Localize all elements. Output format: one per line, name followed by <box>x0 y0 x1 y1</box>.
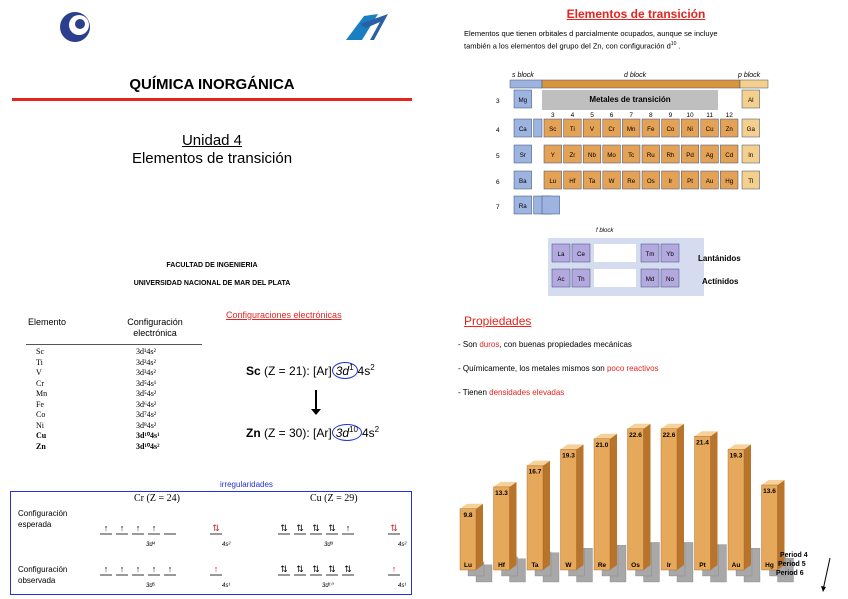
table-row <box>36 379 176 390</box>
unit-subtitle: Elementos de transición <box>131 150 293 167</box>
spin-arrow-icon: ⇅ <box>280 564 288 574</box>
period-4-label: Period 4 <box>780 552 808 559</box>
orbital-diagrams <box>90 510 420 596</box>
spin-arrow-icon: ↑ <box>151 523 157 533</box>
group-number: 4 <box>570 112 575 119</box>
bar <box>661 429 677 570</box>
p-block-symbol: In <box>748 152 754 159</box>
table-row <box>36 431 176 442</box>
d-block-symbol: Ti <box>569 126 575 133</box>
bar-side <box>577 444 584 570</box>
data-label: 19.3 <box>729 452 743 460</box>
element-symbol: V <box>36 368 42 377</box>
electron-config: 3d¹⁰4s² <box>136 441 160 451</box>
slide-electron-configurations <box>0 300 424 599</box>
faculty-name: FACULTAD DE INGENIERIA <box>166 262 258 269</box>
category-label: Ta <box>531 562 539 569</box>
spin-arrow-icon: ⇅ <box>212 523 220 533</box>
s-block-cell <box>534 119 542 137</box>
spin-arrow-icon: ↑ <box>103 523 109 533</box>
period-axis-icon <box>820 556 832 594</box>
table-row <box>36 421 176 432</box>
d-block-symbol: Ir <box>668 178 673 185</box>
electron-config: 3d⁷4s² <box>136 410 157 419</box>
spin-arrow-icon: ⇅ <box>328 564 336 574</box>
s-block-symbol: Sr <box>519 152 526 159</box>
data-label: 21.0 <box>595 441 609 449</box>
bar-side <box>744 444 751 570</box>
electron-config: 3d³4s² <box>136 368 156 377</box>
element-column-header: Elemento <box>28 317 67 327</box>
table-row <box>36 368 176 379</box>
d-block-symbol: Fe <box>647 126 655 133</box>
element-symbol: Co <box>36 410 46 419</box>
d-block-symbol: Os <box>646 178 655 185</box>
spin-arrow-icon: ↑ <box>119 564 125 574</box>
d-block-symbol: Mo <box>607 152 616 159</box>
element-symbol: Sc <box>36 347 44 356</box>
bullet-density: - Tienen densidades elevadas <box>458 388 565 397</box>
period-5-label: Period 5 <box>778 561 806 568</box>
f-block-gap <box>594 244 636 262</box>
config-table <box>36 347 176 452</box>
bar <box>561 449 577 570</box>
d-block-symbol: Mn <box>626 126 636 133</box>
data-label: 19.3 <box>562 452 575 460</box>
d-block-symbol: Rh <box>666 152 675 159</box>
category-label: Re <box>597 562 607 569</box>
spin-arrow-icon: ↑ <box>345 523 351 533</box>
slide-title: Elementos de transición <box>566 7 706 21</box>
category-label: Os <box>631 562 640 569</box>
expected-label: Configuración esperada <box>18 509 68 529</box>
d-block-label: d block <box>624 72 647 79</box>
header-rule <box>26 344 202 345</box>
group-number: 6 <box>609 112 614 119</box>
bar-side <box>610 434 617 570</box>
electron-config: 3d⁶4s² <box>136 399 157 409</box>
s-block-symbol: Ca <box>518 126 527 133</box>
f-block-label: f block <box>596 228 614 234</box>
d-block-symbol: Lu <box>549 178 557 185</box>
group-number: 10 <box>686 112 694 119</box>
group-number: 7 <box>629 112 634 119</box>
group-number: 3 <box>550 112 555 119</box>
spin-arrow-icon: ⇅ <box>390 523 398 533</box>
group-number: 12 <box>725 112 733 119</box>
data-label: 22.6 <box>662 431 676 439</box>
spin-arrow-icon: ↑ <box>391 564 397 574</box>
bar-side <box>644 424 651 570</box>
table-row <box>36 410 176 421</box>
f-block-symbol: No <box>666 276 674 283</box>
bar-side <box>510 482 517 570</box>
electron-config: 3d¹⁰4s¹ <box>136 431 160 440</box>
bar <box>594 439 610 570</box>
f-block-symbol: Md <box>645 276 655 283</box>
configurations-title: Configuraciones electrónicas <box>226 310 342 320</box>
d-block-symbol: Au <box>705 178 714 185</box>
table-row <box>36 442 176 453</box>
irregularities-label: irregularidades <box>220 480 273 489</box>
data-label: 9.8 <box>463 511 473 519</box>
electron-config: 3d⁸4s² <box>136 420 157 430</box>
category-label: Pt <box>699 562 706 569</box>
s-block-symbol: Ba <box>519 178 527 185</box>
element-symbol: Zn <box>36 441 46 451</box>
f-block-symbol: Th <box>577 276 585 283</box>
cr-expected-4s: 4s² <box>222 542 231 548</box>
s-block-symbol: Ra <box>518 203 527 210</box>
d-block-symbol: Hg <box>725 178 734 185</box>
p-block-symbol: Al <box>748 97 754 104</box>
bar <box>628 429 644 570</box>
period-number: 5 <box>496 153 500 160</box>
cu-observed-4s: 4s¹ <box>398 583 407 589</box>
category-label: Hf <box>498 562 505 569</box>
element-symbol: Ni <box>36 420 44 430</box>
electron-config: 3d¹4s² <box>136 347 156 356</box>
transition-metals-label: Metales de transición <box>589 95 671 104</box>
element-symbol: Cu <box>36 431 47 440</box>
data-label: 13.3 <box>495 489 508 497</box>
density-chart <box>450 400 796 590</box>
f-block-symbol: Yb <box>666 251 674 258</box>
data-label: 13.6 <box>763 488 776 495</box>
element-symbol: Mn <box>36 389 48 398</box>
d-block-symbol: Pt <box>687 178 693 185</box>
f-block-symbol: Tm <box>645 251 655 258</box>
d-block-symbol: Ta <box>588 178 596 185</box>
d-block-symbol: Zr <box>569 152 576 159</box>
actinides-label: Actínidos <box>702 277 739 286</box>
definition-text: Elementos que tienen orbitales d parcialmente ocupados, aunque se incluye también a los elementos del grupo del Zn, con configuración $d^{10}$ . <box>464 29 718 51</box>
d-block-symbol: Cu <box>705 126 714 133</box>
spin-arrow-icon: ↑ <box>213 564 219 574</box>
d-block-symbol: Zn <box>725 126 733 133</box>
properties-title: Propiedades <box>464 314 532 328</box>
period-number: 7 <box>496 204 500 211</box>
d-block-symbol: Tc <box>628 152 635 159</box>
spin-arrow-icon: ⇅ <box>296 523 304 533</box>
spin-arrow-icon: ↑ <box>167 564 173 574</box>
slide-title <box>0 0 424 300</box>
bar <box>728 449 744 570</box>
d-block-symbol: Ni <box>687 126 693 133</box>
period-6-label: Period 6 <box>776 570 804 577</box>
data-label: 16.7 <box>528 468 542 476</box>
table-row <box>36 400 176 411</box>
element-symbol: Fe <box>36 399 44 409</box>
spin-arrow-icon: ↑ <box>151 564 157 574</box>
bar <box>695 436 711 570</box>
slide-properties <box>424 300 848 599</box>
data-label: 21.4 <box>696 439 709 447</box>
spin-arrow-icon: ⇅ <box>296 564 304 574</box>
spin-arrow-icon: ⇅ <box>344 564 352 574</box>
data-label: 22.6 <box>629 431 642 439</box>
cu-expected-4s: 4s² <box>398 542 407 548</box>
period-number: 4 <box>496 127 500 134</box>
bullet-reactivity: - Químicamente, los metales mismos son poco reactivos <box>458 364 659 373</box>
p-block-symbol: Ga <box>746 126 755 133</box>
bar-side <box>711 431 718 570</box>
period-number: 6 <box>496 179 500 186</box>
spin-arrow-icon: ⇅ <box>328 523 336 533</box>
course-title: QUÍMICA INORGÁNICA <box>129 76 295 93</box>
d-block-symbol: Co <box>666 126 675 133</box>
observed-label: Configuración observada <box>18 565 68 585</box>
category-label: Au <box>731 562 741 569</box>
d-block-symbol: Re <box>627 178 636 185</box>
table-row <box>36 347 176 358</box>
d-block-symbol: Nb <box>588 152 596 159</box>
cu-header: Cu (Z = 29) <box>310 493 358 504</box>
group-number: 8 <box>648 112 653 119</box>
d-block-symbol: Ru <box>646 152 655 159</box>
cu-expected-3d: 3d⁹ <box>324 542 334 548</box>
category-label: W <box>565 562 572 569</box>
lanthanides-label: Lantánidos <box>698 254 741 263</box>
spin-arrow-icon: ⇅ <box>312 523 320 533</box>
sc-configuration: Sc (Z = 21): [Ar] $3d^1$ $4s^2$ <box>246 363 375 378</box>
d-block-cell <box>542 196 560 214</box>
spin-arrow-icon: ↑ <box>103 564 109 574</box>
faculty-logo-icon <box>344 10 394 44</box>
p-block-symbol: Tl <box>748 178 754 185</box>
table-row <box>36 389 176 400</box>
bar-side <box>677 424 684 570</box>
d-block-symbol: Y <box>550 152 555 159</box>
d-block-symbol: Ag <box>705 152 714 159</box>
f-block-symbol: Ac <box>557 276 565 283</box>
cu-observed-3d: 3d¹⁰ <box>322 583 334 589</box>
s-block-symbol: Mg <box>518 97 528 104</box>
title-divider <box>12 98 412 101</box>
category-label: Ir <box>666 562 672 569</box>
config-column-header: Configuración electrónica <box>127 317 183 338</box>
group-number: 5 <box>590 112 594 119</box>
d-block-symbol: V <box>589 126 595 133</box>
cr-header: Cr (Z = 24) <box>134 493 180 504</box>
element-symbol: Ti <box>36 357 43 367</box>
group-number: 9 <box>668 112 673 119</box>
zn-configuration: Zn (Z = 30): [Ar] $3d^{10}$ $4s^2$ <box>246 425 380 440</box>
cr-expected-3d: 3d⁴ <box>146 542 156 548</box>
f-block-symbol: Ce <box>577 251 585 258</box>
spin-arrow-icon: ↑ <box>135 523 141 533</box>
electron-config: 3d⁵4s¹ <box>136 378 157 388</box>
d-block-symbol: Cd <box>725 152 734 159</box>
cr-observed-3d: 3d⁵ <box>146 583 156 589</box>
element-symbol: Cr <box>36 378 44 388</box>
bar-side <box>476 504 483 570</box>
period-number: 3 <box>496 98 500 105</box>
spin-arrow-icon: ⇅ <box>312 564 320 574</box>
bar <box>527 466 543 570</box>
bar <box>762 485 778 570</box>
electron-config: 3d⁵4s² <box>136 389 157 398</box>
d-block-symbol: Pd <box>686 152 694 159</box>
bar <box>494 487 510 570</box>
s-block-label: s block <box>512 72 534 79</box>
f-block-gap <box>594 269 636 287</box>
down-arrowhead-icon <box>311 409 321 415</box>
d-block-symbol: Sc <box>549 126 557 133</box>
category-label: Hg <box>765 562 774 569</box>
group-number: 11 <box>706 112 713 119</box>
slide-transition-elements <box>424 0 848 300</box>
electron-config: 3d²4s² <box>136 357 156 367</box>
d-block-symbol: Cr <box>608 126 615 133</box>
d-block-symbol: Hf <box>569 178 576 185</box>
table-row <box>36 358 176 369</box>
bullet-hardness: - Son duros, con buenas propiedades mecánicas <box>458 340 632 349</box>
university-name: UNIVERSIDAD NACIONAL DE MAR DEL PLATA <box>133 280 291 287</box>
unit-number: Unidad 4 <box>181 132 243 149</box>
spin-arrow-icon: ↑ <box>135 564 141 574</box>
spin-arrow-icon: ⇅ <box>280 523 288 533</box>
bar-side <box>543 461 550 570</box>
d-block-symbol: W <box>608 178 615 185</box>
cr-observed-4s: 4s¹ <box>222 583 231 589</box>
spin-arrow-icon: ↑ <box>119 523 125 533</box>
f-block-symbol: La <box>557 251 565 258</box>
p-block-label: p block <box>738 72 761 79</box>
category-label: Lu <box>464 562 472 569</box>
university-logo-icon <box>58 10 92 44</box>
